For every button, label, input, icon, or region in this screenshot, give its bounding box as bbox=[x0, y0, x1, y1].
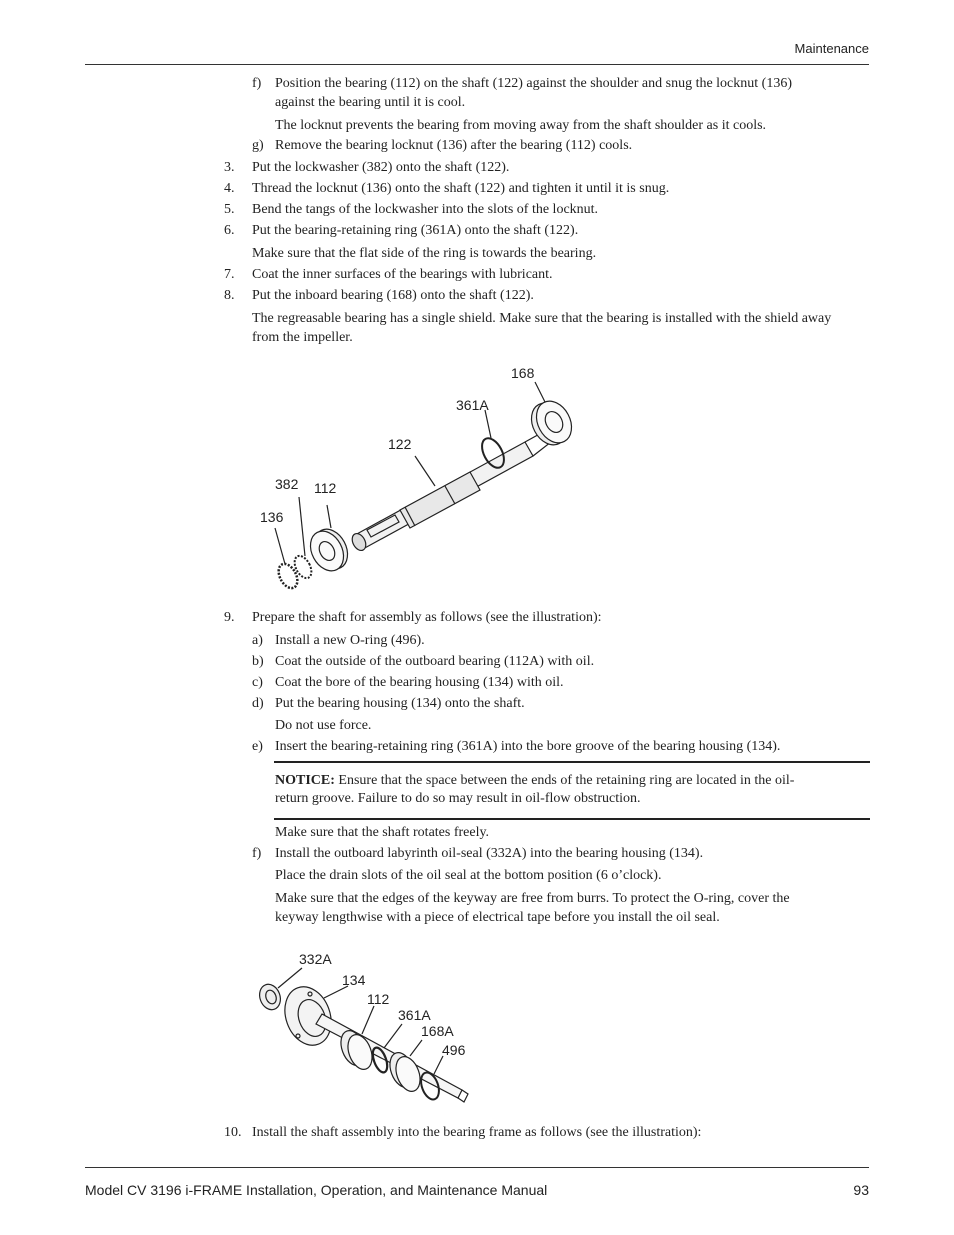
step-text: Coat the inner surfaces of the bearings with lubricant. bbox=[252, 267, 553, 282]
header-rule bbox=[85, 64, 869, 65]
callout-122: 122 bbox=[388, 436, 412, 452]
substep-text: Coat the outside of the outboard bearing (112A) with oil. bbox=[275, 654, 595, 669]
substep-marker: b) bbox=[252, 654, 264, 669]
shaft-assembly-drawing bbox=[255, 360, 595, 600]
substep-note: keyway lengthwise with a piece of electrical tape before you install the oil seal. bbox=[275, 910, 720, 925]
callout-168: 168 bbox=[511, 365, 535, 381]
step-text: Put the inboard bearing (168) onto the shaft (122). bbox=[252, 288, 534, 303]
step-text: Install the shaft assembly into the bearing frame as follows (see the illustration): bbox=[252, 1125, 702, 1140]
callout-361a: 361A bbox=[398, 1007, 431, 1023]
step-text: Thread the locknut (136) onto the shaft (122) and tighten it until it is snug. bbox=[252, 181, 670, 196]
step-marker: 7. bbox=[224, 267, 235, 282]
step-marker: 9. bbox=[224, 610, 235, 625]
footer-title: Model CV 3196 i-FRAME Installation, Operation, and Maintenance Manual bbox=[85, 1182, 548, 1198]
callout-168a: 168A bbox=[421, 1023, 454, 1039]
running-header: Maintenance bbox=[794, 41, 869, 56]
step-marker: g) bbox=[252, 138, 264, 153]
notice-bottom-rule bbox=[274, 818, 870, 820]
callout-134: 134 bbox=[342, 972, 366, 988]
step-marker: 6. bbox=[224, 223, 235, 238]
notice-label: NOTICE: bbox=[275, 773, 335, 788]
step-note: The regreasable bearing has a single shield. Make sure that the bearing is installed with the shield away bbox=[252, 311, 832, 326]
step-marker: 10. bbox=[224, 1125, 242, 1140]
callout-382: 382 bbox=[275, 476, 299, 492]
notice-line-1 bbox=[275, 771, 794, 790]
callout-332a: 332A bbox=[299, 951, 332, 967]
footer-rule bbox=[85, 1167, 869, 1168]
step-text: Put the bearing-retaining ring (361A) onto the shaft (122). bbox=[252, 223, 579, 238]
substep-marker: a) bbox=[252, 633, 263, 648]
substep-note: Place the drain slots of the oil seal at the bottom position (6 o’clock). bbox=[275, 868, 662, 883]
page-number: 93 bbox=[853, 1182, 869, 1198]
substep-marker: c) bbox=[252, 675, 263, 690]
substep-marker: d) bbox=[252, 696, 264, 711]
step-note: The locknut prevents the bearing from moving away from the shaft shoulder as it cools. bbox=[275, 118, 767, 133]
notice-text: Ensure that the space between the ends of the retaining ring are located in the oil- bbox=[338, 773, 795, 788]
step-text: against the bearing until it is cool. bbox=[275, 95, 466, 110]
step-note: Make sure that the flat side of the ring is towards the bearing. bbox=[252, 246, 597, 261]
substep-text: Insert the bearing-retaining ring (361A) into the bore groove of the bearing housing (134). bbox=[275, 739, 781, 754]
step-marker: 3. bbox=[224, 160, 235, 175]
bearing-housing-figure bbox=[250, 948, 480, 1113]
substep-note: Do not use force. bbox=[275, 718, 372, 733]
notice-text: return groove. Failure to do so may result in oil-flow obstruction. bbox=[275, 791, 641, 806]
substep-note: Make sure that the shaft rotates freely. bbox=[275, 825, 490, 840]
callout-496: 496 bbox=[442, 1042, 466, 1058]
step-text: Bend the tangs of the lockwasher into the slots of the locknut. bbox=[252, 202, 599, 217]
step-marker: 8. bbox=[224, 288, 235, 303]
callout-361a: 361A bbox=[456, 397, 489, 413]
substep-marker: e) bbox=[252, 739, 263, 754]
substep-marker: f) bbox=[252, 846, 262, 861]
callout-112: 112 bbox=[314, 480, 337, 496]
shaft-assembly-figure bbox=[255, 360, 595, 600]
callout-112: 112 bbox=[367, 991, 390, 1007]
step-text: Put the lockwasher (382) onto the shaft (122). bbox=[252, 160, 510, 175]
substep-text: Put the bearing housing (134) onto the shaft. bbox=[275, 696, 525, 711]
substep-text: Install the outboard labyrinth oil-seal (332A) into the bearing housing (134). bbox=[275, 846, 704, 861]
step-text: Prepare the shaft for assembly as follows (see the illustration): bbox=[252, 610, 602, 625]
substep-note: Make sure that the edges of the keyway are free from burrs. To protect the O-ring, cover the bbox=[275, 891, 790, 906]
substep-text: Coat the bore of the bearing housing (134) with oil. bbox=[275, 675, 564, 690]
step-text: Remove the bearing locknut (136) after the bearing (112) cools. bbox=[275, 138, 633, 153]
step-text: Position the bearing (112) on the shaft (122) against the shoulder and snug the locknut (136) bbox=[275, 76, 792, 91]
substep-text: Install a new O-ring (496). bbox=[275, 633, 425, 648]
notice-top-rule bbox=[274, 761, 870, 763]
step-marker: f) bbox=[252, 76, 262, 91]
step-marker: 5. bbox=[224, 202, 235, 217]
step-marker: 4. bbox=[224, 181, 235, 196]
callout-136: 136 bbox=[260, 509, 284, 525]
step-note: from the impeller. bbox=[252, 330, 353, 345]
